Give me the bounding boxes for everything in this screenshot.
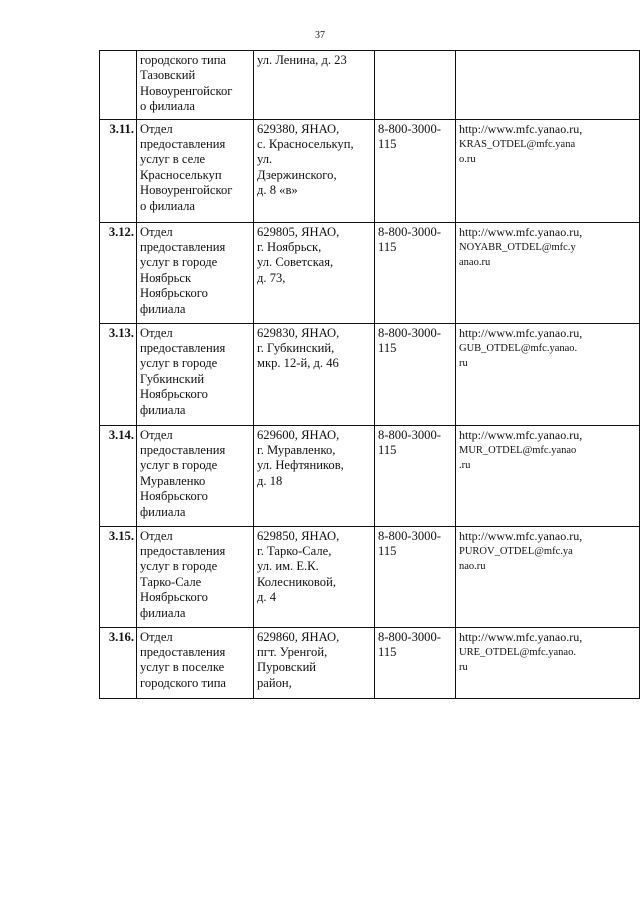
web-email-cell — [456, 323, 640, 425]
branch-name-cell — [137, 119, 254, 222]
address-line: д. 73, — [257, 270, 286, 285]
address-line: 629850, ЯНАО, — [257, 528, 340, 543]
branch-name-line: о филиала — [140, 198, 195, 213]
branch-name-line: предоставления — [140, 443, 226, 458]
branch-name-line: филиала — [140, 402, 186, 417]
branch-name-line: Ноябрьского — [140, 489, 208, 504]
email-link[interactable]: GUB_OTDEL@mfc.yanao. — [459, 343, 578, 355]
address-line: 629830, ЯНАО, — [257, 325, 340, 340]
email-link-continued[interactable]: ru — [459, 358, 468, 370]
address-line: ул. Советская, — [257, 255, 334, 270]
address-cell — [254, 627, 375, 698]
branch-name-line: филиала — [140, 504, 186, 519]
address-line: пгт. Уренгой, — [257, 645, 328, 660]
email-link[interactable]: NOYABR_OTDEL@mfc.y — [459, 242, 576, 254]
branch-name-line: Ноябрьского — [140, 387, 208, 402]
email-link-continued[interactable]: anao.ru — [459, 257, 491, 269]
address-line: д. 4 — [257, 590, 277, 605]
phone-cell — [375, 526, 456, 627]
branch-name-line: Отдел — [140, 325, 173, 340]
branch-name-cell — [137, 222, 254, 323]
table-row — [100, 627, 640, 698]
row-number: 3.11. — [100, 119, 137, 222]
address-line: ул. им. Е.К. — [257, 559, 319, 574]
address-line: д. 8 «в» — [257, 183, 298, 198]
branch-name-line: предоставления — [140, 544, 226, 559]
web-email-cell — [456, 222, 640, 323]
phone-line: 8-800-3000- — [378, 427, 441, 442]
address-line: ул. Ленина, д. 23 — [257, 53, 347, 67]
branch-name-cell — [137, 51, 254, 120]
address-cell — [254, 119, 375, 222]
table-row — [100, 526, 640, 627]
branch-name-line: предоставления — [140, 137, 226, 152]
address-line: Дзержинского, — [257, 167, 337, 182]
branch-name-cell — [137, 526, 254, 627]
branch-name-line: Губкинский — [140, 371, 205, 386]
branch-name-line: услуг в городе — [140, 356, 218, 371]
email-link[interactable]: URE_OTDEL@mfc.yanao. — [459, 647, 576, 659]
address-line: Колесниковой, — [257, 574, 336, 589]
phone-line: 115 — [378, 137, 397, 152]
phone-line: 115 — [378, 443, 397, 458]
branch-name-line: услуг в селе — [140, 152, 206, 167]
website-link[interactable]: http://www.mfc.yanao.ru, — [459, 121, 583, 136]
phone-line: 8-800-3000- — [378, 528, 441, 543]
table-row — [100, 425, 640, 526]
phone-cell — [375, 119, 456, 222]
branch-name-line: Отдел — [140, 629, 173, 644]
branch-name-line: о филиала — [140, 99, 195, 114]
phone-cell — [375, 51, 456, 120]
branch-name-line: Тарко-Сале — [140, 574, 202, 589]
branch-name-line: Новоуренгойског — [140, 83, 233, 98]
branch-name-line: Ноябрьского — [140, 286, 208, 301]
phone-cell — [375, 222, 456, 323]
branch-name-cell — [137, 323, 254, 425]
row-number: 3.12. — [100, 222, 137, 323]
address-cell — [254, 51, 375, 120]
email-link-continued[interactable]: ru — [459, 662, 468, 674]
address-cell — [254, 323, 375, 425]
branch-name-line: Тазовский — [140, 68, 196, 83]
address-line: 629805, ЯНАО, — [257, 224, 340, 239]
branch-name-line: услуг в городе — [140, 255, 218, 270]
table-row — [100, 51, 640, 120]
row-number — [100, 51, 137, 120]
phone-line: 115 — [378, 341, 397, 356]
branch-name-line: предоставления — [140, 341, 226, 356]
address-line: 629860, ЯНАО, — [257, 629, 340, 644]
address-line: ул. Нефтяников, — [257, 458, 344, 473]
branch-name-cell — [137, 425, 254, 526]
branch-name-line: Ноябрьск — [140, 270, 192, 285]
branch-name-line: предоставления — [140, 240, 226, 255]
address-line: мкр. 12-й, д. 46 — [257, 356, 339, 371]
website-link[interactable]: http://www.mfc.yanao.ru, — [459, 224, 583, 239]
branch-name-line: услуг в городе — [140, 559, 218, 574]
phone-line: 115 — [378, 544, 397, 559]
branch-name-line: Красноселькуп — [140, 167, 222, 182]
table-row — [100, 222, 640, 323]
address-line: ул. — [257, 152, 273, 167]
branch-name-cell — [137, 627, 254, 698]
address-line: 629380, ЯНАО, — [257, 121, 340, 136]
email-link[interactable]: PUROV_OTDEL@mfc.ya — [459, 546, 573, 558]
phone-cell — [375, 425, 456, 526]
branch-name-line: предоставления — [140, 645, 226, 660]
phone-line: 8-800-3000- — [378, 629, 441, 644]
website-link[interactable]: http://www.mfc.yanao.ru, — [459, 427, 583, 442]
row-number: 3.14. — [100, 425, 137, 526]
address-cell — [254, 222, 375, 323]
email-link-continued[interactable]: o.ru — [459, 154, 476, 166]
phone-cell — [375, 323, 456, 425]
row-number: 3.15. — [100, 526, 137, 627]
branch-name-line: услуг в городе — [140, 458, 218, 473]
branch-name-line: Ноябрьского — [140, 590, 208, 605]
web-email-cell — [456, 526, 640, 627]
address-line: 629600, ЯНАО, — [257, 427, 340, 442]
email-link-continued[interactable]: .ru — [459, 460, 471, 472]
web-email-cell — [456, 627, 640, 698]
address-cell — [254, 425, 375, 526]
address-line: с. Красноселькуп, — [257, 137, 354, 152]
row-number: 3.13. — [100, 323, 137, 425]
email-link-continued[interactable]: nao.ru — [459, 561, 486, 573]
address-line: район, — [257, 675, 292, 690]
address-line: д. 18 — [257, 473, 283, 488]
phone-cell — [375, 627, 456, 698]
row-number: 3.16. — [100, 627, 137, 698]
address-line: г. Губкинский, — [257, 341, 335, 356]
email-link[interactable]: MUR_OTDEL@mfc.yanao — [459, 445, 577, 457]
address-line: г. Тарко-Сале, — [257, 544, 332, 559]
phone-line: 8-800-3000- — [378, 325, 441, 340]
table-row — [100, 323, 640, 425]
web-email-cell — [456, 425, 640, 526]
address-line: Пуровский — [257, 660, 317, 675]
branch-name-line: Новоуренгойског — [140, 183, 233, 198]
branch-name-line: Отдел — [140, 224, 173, 239]
branch-name-line: городского типа — [140, 675, 227, 690]
website-link[interactable]: http://www.mfc.yanao.ru, — [459, 629, 583, 644]
branch-name-line: Муравленко — [140, 473, 206, 488]
address-line: г. Ноябрьск, — [257, 240, 322, 255]
branch-name-line: Отдел — [140, 427, 173, 442]
branch-name-line: филиала — [140, 605, 186, 620]
address-cell — [254, 526, 375, 627]
website-link[interactable]: http://www.mfc.yanao.ru, — [459, 325, 583, 340]
branches-table — [99, 50, 640, 699]
phone-line: 115 — [378, 240, 397, 255]
website-link[interactable]: http://www.mfc.yanao.ru, — [459, 528, 583, 543]
branch-name-line: городского типа — [140, 53, 227, 67]
web-email-cell — [456, 119, 640, 222]
email-link[interactable]: KRAS_OTDEL@mfc.yana — [459, 139, 576, 151]
branch-name-line: Отдел — [140, 121, 173, 136]
address-line: г. Муравленко, — [257, 443, 336, 458]
branch-name-line: филиала — [140, 301, 186, 316]
web-email-cell — [456, 51, 640, 120]
page-number: 37 — [315, 30, 325, 41]
phone-line: 115 — [378, 645, 397, 660]
branch-name-line: Отдел — [140, 528, 173, 543]
phone-line: 8-800-3000- — [378, 224, 441, 239]
phone-line: 8-800-3000- — [378, 121, 441, 136]
table-row — [100, 119, 640, 222]
branch-name-line: услуг в поселке — [140, 660, 225, 675]
